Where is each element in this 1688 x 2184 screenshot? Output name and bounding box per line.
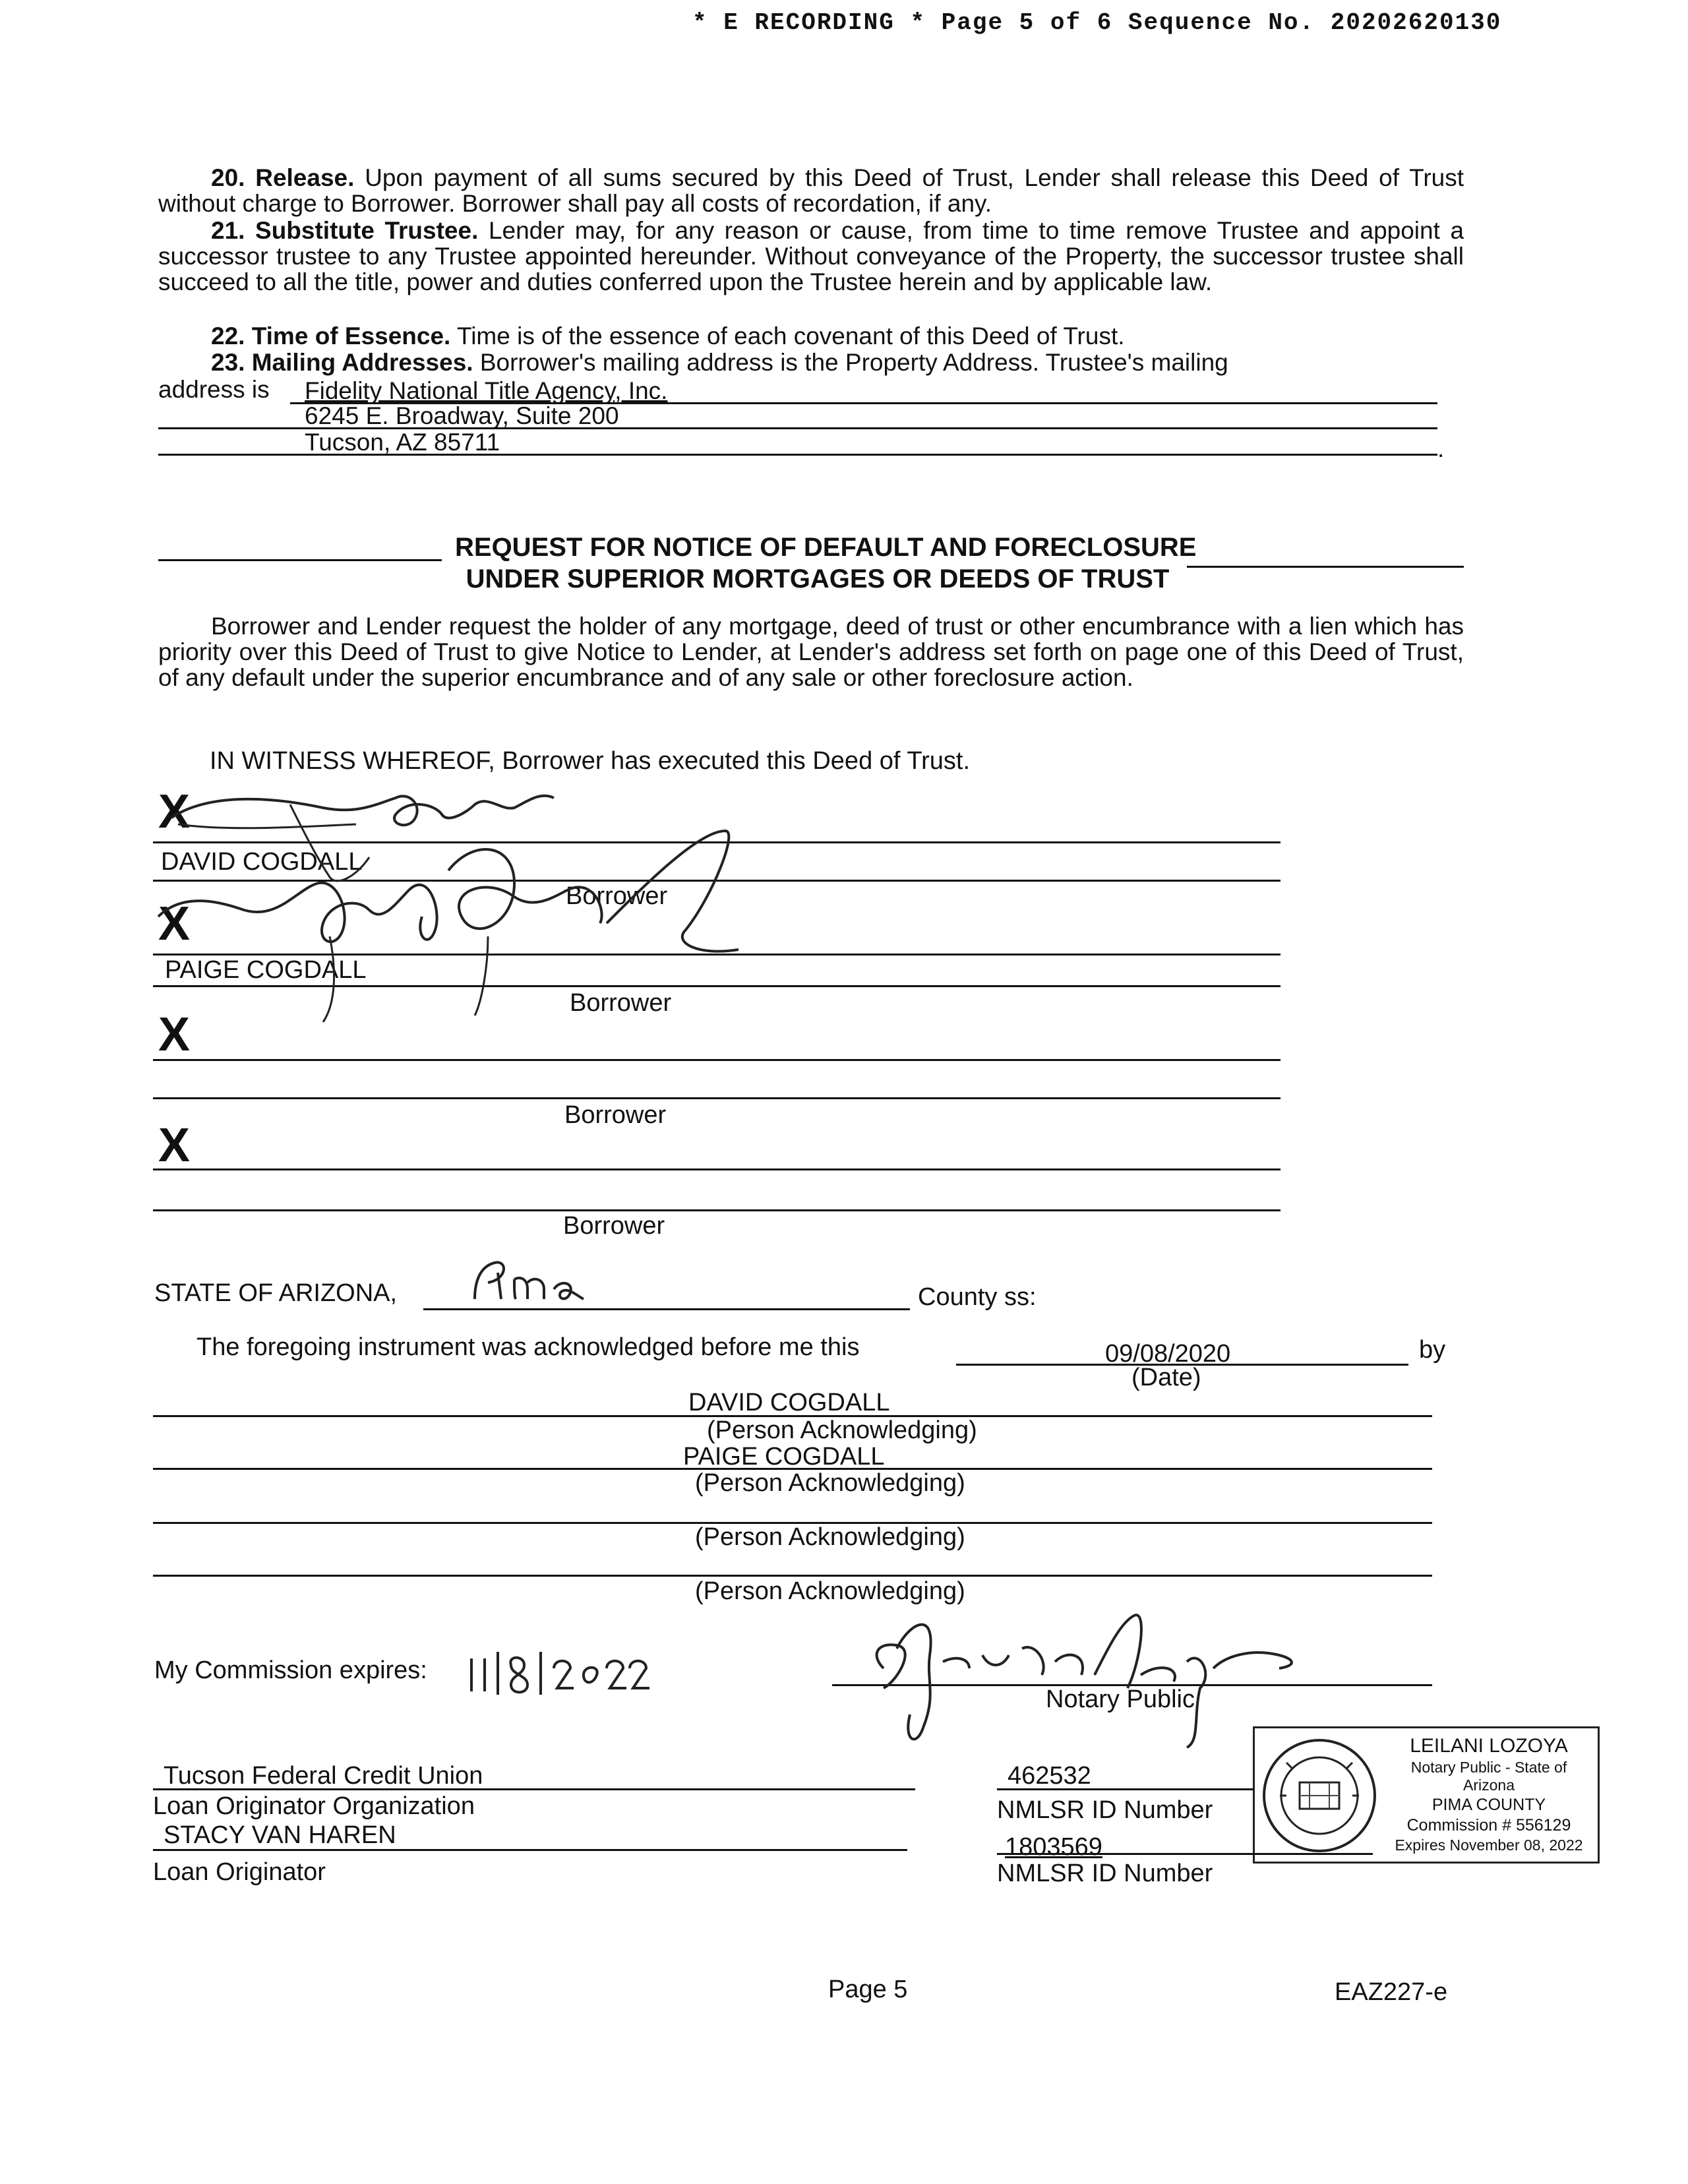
originator-name-line bbox=[153, 1849, 907, 1851]
request-heading-line1: REQUEST FOR NOTICE OF DEFAULT AND FORECLOSURE bbox=[455, 533, 1197, 562]
signature-line-4 bbox=[153, 1168, 1281, 1170]
borrower2-name: PAIGE COGDALL bbox=[165, 956, 367, 984]
stamp-title: Notary Public - State of Arizona bbox=[1410, 1759, 1567, 1794]
person1-name: DAVID COGDALL bbox=[688, 1389, 890, 1416]
section-20-number: 20. bbox=[211, 164, 245, 191]
person4-label: (Person Acknowledging) bbox=[695, 1577, 965, 1605]
form-code: EAZ227-e bbox=[1335, 1978, 1448, 2006]
originator-name: STACY VAN HAREN bbox=[164, 1821, 396, 1849]
notary-signature bbox=[857, 1583, 1319, 1754]
borrower4-label: Borrower bbox=[563, 1212, 665, 1240]
borrower2-label: Borrower bbox=[570, 989, 672, 1017]
request-body bbox=[158, 613, 1464, 690]
stamp-expiry: Expires November 08, 2022 bbox=[1395, 1836, 1583, 1854]
request-body-text: Borrower and Lender request the holder of any mortgage, deed of trust or other encumbrance with a lien which has priority over this Deed of Trust to give Notice to Lender, at Lender's address set forth on page one of this Deed of Trust, of any default under the superior encumbrance and of any sale or other foreclosure action. bbox=[158, 613, 1464, 691]
section-22-body: Time is of the essence of each covenant of this Deed of Trust. bbox=[456, 322, 1125, 349]
org-nmlsr-line bbox=[997, 1788, 1254, 1790]
originator-label: Loan Originator bbox=[153, 1858, 326, 1886]
by-label: by bbox=[1419, 1336, 1446, 1364]
state-label: STATE OF ARIZONA, bbox=[154, 1279, 398, 1307]
stamp-text-block bbox=[1387, 1735, 1591, 1854]
page-number: Page 5 bbox=[828, 1976, 908, 2003]
request-heading-line2: UNDER SUPERIOR MORTGAGES OR DEEDS OF TRUST bbox=[466, 564, 1170, 593]
signature-paige-cogdall bbox=[145, 818, 804, 1035]
signature-x-4: X bbox=[158, 1119, 191, 1172]
signature-x-3: X bbox=[158, 1008, 191, 1061]
notary-stamp bbox=[1253, 1726, 1600, 1864]
heading-rule-left bbox=[158, 559, 442, 561]
section-23-title: Mailing Addresses. bbox=[251, 349, 473, 376]
section-20-title: Release. bbox=[255, 164, 355, 191]
foregoing-text: The foregoing instrument was acknowledged before me this bbox=[196, 1333, 860, 1361]
heading-rule-right bbox=[1187, 566, 1464, 568]
person3-label: (Person Acknowledging) bbox=[695, 1523, 965, 1551]
section-21 bbox=[158, 218, 1464, 295]
section-23-number: 23. bbox=[211, 349, 245, 376]
section-23-body: Borrower's mailing address is the Property Address. Trustee's mailing bbox=[479, 349, 1228, 376]
notary-public-label: Notary Public bbox=[1046, 1685, 1195, 1713]
person2-name: PAIGE COGDALL bbox=[683, 1443, 885, 1471]
section-21-number: 21. bbox=[211, 217, 245, 244]
borrower1-label: Borrower bbox=[566, 882, 668, 910]
name-line-4 bbox=[153, 1209, 1281, 1211]
section-22-title: Time of Essence. bbox=[251, 322, 451, 349]
trustee-city: Tucson, AZ 85711 bbox=[305, 429, 500, 456]
org-nmlsr: 462532 bbox=[1008, 1762, 1091, 1790]
witness-statement: IN WITNESS WHEREOF, Borrower has executed this Deed of Trust. bbox=[210, 747, 971, 775]
address-period: . bbox=[1437, 435, 1445, 462]
borrower3-label: Borrower bbox=[564, 1101, 667, 1129]
trustee-name: Fidelity National Title Agency, Inc. bbox=[305, 377, 668, 404]
org-nmlsr-label: NMLSR ID Number bbox=[997, 1796, 1213, 1824]
person-line-4 bbox=[153, 1575, 1432, 1577]
commission-label: My Commission expires: bbox=[154, 1656, 427, 1684]
trustee-street: 6245 E. Broadway, Suite 200 bbox=[305, 402, 619, 429]
org-label: Loan Originator Organization bbox=[153, 1792, 475, 1820]
originator-nmlsr-label: NMLSR ID Number bbox=[997, 1860, 1213, 1887]
name-line-3 bbox=[153, 1097, 1281, 1099]
stamp-name: LEILANI LOZOYA bbox=[1410, 1735, 1568, 1757]
recording-header: * E RECORDING * Page 5 of 6 Sequence No. 20202620130 bbox=[692, 9, 1502, 36]
org-name-line bbox=[153, 1788, 915, 1790]
address-is-label: address is bbox=[158, 376, 270, 403]
section-21-title: Substitute Trustee. bbox=[255, 217, 479, 244]
borrower1-name: DAVID COGDALL bbox=[161, 848, 363, 876]
commission-date-handwritten bbox=[462, 1642, 653, 1701]
signature-x-1: X bbox=[158, 785, 191, 838]
section-20 bbox=[158, 165, 1464, 216]
ack-date: 09/08/2020 bbox=[1105, 1340, 1231, 1368]
stamp-commission: Commission # 556129 bbox=[1406, 1816, 1571, 1835]
section-22 bbox=[158, 323, 1464, 349]
originator-nmlsr-line bbox=[997, 1853, 1373, 1855]
state-seal-icon bbox=[1260, 1736, 1379, 1855]
date-label: (Date) bbox=[1131, 1364, 1201, 1391]
originator-nmlsr: 1803569 bbox=[1005, 1833, 1102, 1861]
section-20-body: Upon payment of all sums secured by this Deed of Trust, Lender shall release this Deed of Trust without charge to Borrower. Borrower shall pay all costs of recordation, if any. bbox=[158, 164, 1464, 217]
section-23 bbox=[158, 349, 1464, 375]
person1-label: (Person Acknowledging) bbox=[707, 1416, 977, 1444]
signature-line-3 bbox=[153, 1059, 1281, 1061]
org-name: Tucson Federal Credit Union bbox=[164, 1762, 483, 1790]
section-21-body: Lender may, for any reason or cause, from time to time remove Trustee and appoint a successor trustee to any Trustee appointed hereunder. Without conveyance of the Property, the successor trustee shall succeed to all the title, power and duties conferred upon the Trustee herein and by applicable law. bbox=[158, 217, 1464, 295]
county-handwritten bbox=[462, 1253, 613, 1312]
stamp-county: PIMA COUNTY bbox=[1432, 1796, 1546, 1814]
signature-x-2: X bbox=[158, 897, 191, 950]
person2-label: (Person Acknowledging) bbox=[695, 1469, 965, 1497]
county-label: County ss: bbox=[918, 1283, 1037, 1311]
section-22-number: 22. bbox=[211, 322, 245, 349]
